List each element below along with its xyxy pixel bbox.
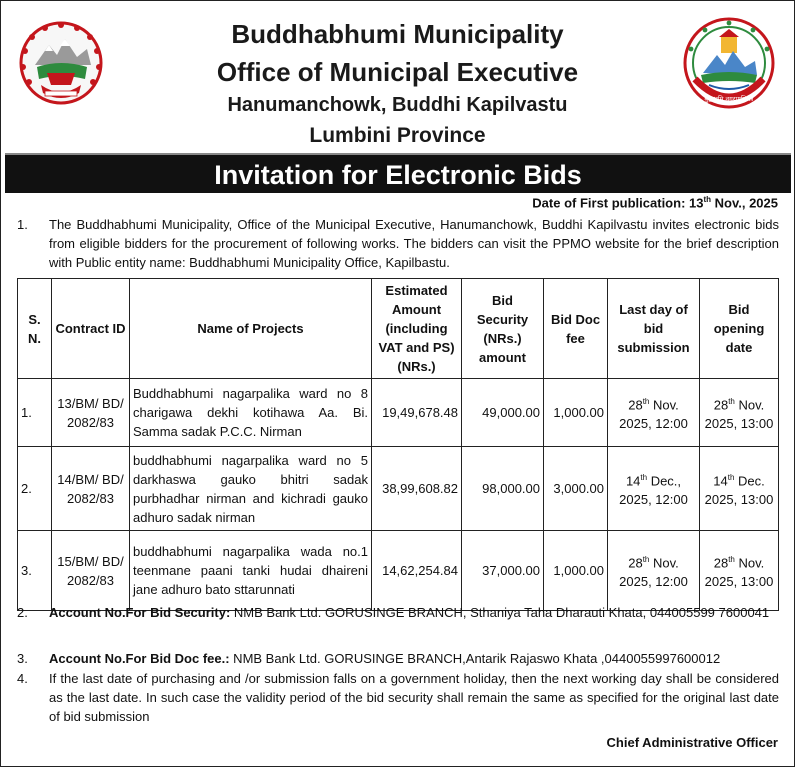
row-sn: 2. [18, 447, 52, 531]
table-row [18, 447, 779, 531]
bid-security-account: Account No.For Bid Security: NMB Bank Ltd. GORUSINGE BRANCH, Sthaniya Taha Dharauti Khata, 044005599 7600041 [49, 605, 770, 620]
row-bid-doc-fee: 1,000.00 [544, 379, 608, 447]
row-bid-security: 98,000.00 [462, 447, 544, 531]
row-opening-date: 14th Dec. 2025, 13:00 [700, 447, 779, 531]
col-contract-id: Contract ID [52, 279, 130, 379]
province-name: Lumbini Province [309, 124, 486, 147]
office-name: Office of Municipal Executive [216, 57, 579, 87]
holiday-clause: If the last date of purchasing and /or submission falls on a government holiday, then the next working day shall be considered as the last date. In such case the validity period of the bid security shall remain the same as specified for the original last date of bid submission [49, 671, 779, 724]
row-estimated-amount: 19,49,678.48 [372, 379, 462, 447]
col-bid-security: Bid Security (NRs.) amount [462, 279, 544, 379]
col-project-name: Name of Projects [130, 279, 372, 379]
col-last-day: Last day of bid submission [608, 279, 700, 379]
row-contract-id: 15/BM/ BD/ 2082/83 [52, 531, 130, 611]
row-project-name: Buddhabhumi nagarpalika ward no 8 charigawa dekhi kotihawa Aa. Bi. Samma sadak P.C.C. Nirman [130, 379, 372, 447]
row-sn: 1. [18, 379, 52, 447]
table-row [18, 531, 779, 611]
col-bid-doc-fee: Bid Doc fee [544, 279, 608, 379]
row-contract-id: 14/BM/ BD/ 2082/83 [52, 447, 130, 531]
row-bid-doc-fee: 3,000.00 [544, 447, 608, 531]
row-bid-security: 49,000.00 [462, 379, 544, 447]
item-number: 4. [17, 671, 28, 686]
item-number: 2. [17, 605, 28, 620]
row-sn: 3. [18, 531, 52, 611]
bid-doc-fee-account: Account No.For Bid Doc fee.: NMB Bank Ltd. GORUSINGE BRANCH,Antarik Rajaswo Khata ,0440055997600012 [49, 651, 721, 666]
item-number: 1. [17, 217, 28, 232]
col-opening-date: Bid opening date [700, 279, 779, 379]
row-last-day: 28th Nov. 2025, 12:00 [608, 379, 700, 447]
row-opening-date: 28th Nov. 2025, 13:00 [700, 379, 779, 447]
table-header-row [18, 279, 779, 379]
bid-works-table [17, 278, 779, 611]
row-estimated-amount: 14,62,254.84 [372, 531, 462, 611]
office-address: Hanumanchowk, Buddhi Kapilvastu [227, 94, 568, 116]
row-contract-id: 13/BM/ BD/ 2082/83 [52, 379, 130, 447]
municipality-name: Buddhabhumi Municipality [231, 19, 564, 49]
col-estimated-amount: Estimated Amount (including VAT and PS) (NRs.) [372, 279, 462, 379]
header [1, 1, 794, 151]
signatory-title: Chief Administrative Officer [606, 735, 778, 750]
seal-text: बुद्धभूमि नगरपालिका [704, 95, 754, 103]
notice-title-banner: Invitation for Electronic Bids [5, 153, 791, 193]
municipality-seal-logo [681, 15, 777, 111]
row-project-name: buddhabhumi nagarpalika wada no.1 teenmane paani tanki hudai dhaireni jane adhuro bato sttarunnati [130, 531, 372, 611]
row-bid-security: 37,000.00 [462, 531, 544, 611]
row-last-day: 28th Nov. 2025, 12:00 [608, 531, 700, 611]
row-opening-date: 28th Nov. 2025, 13:00 [700, 531, 779, 611]
invitation-paragraph: The Buddhabhumi Municipality, Office of the Municipal Executive, Hanumanchowk, Buddhi Kapilvastu invites electronic bids from eligible bidders for the procurement of following works. The bidders can visit the PPMO website for the brief description with Public entity name: Buddhabhumi Municipality Office, Kapilbastu. [49, 217, 779, 270]
row-project-name: buddhabhumi nagarpalika ward no 5 darkhaswa gauko bhitri sadak purbhadhar nirman and kichradi gauko adhuro sadak nirman [130, 447, 372, 531]
row-bid-doc-fee: 1,000.00 [544, 531, 608, 611]
row-estimated-amount: 38,99,608.82 [372, 447, 462, 531]
table-row [18, 379, 779, 447]
publication-date: Date of First publication: 13th Nov., 2025 [532, 195, 778, 211]
col-sn: S. N. [18, 279, 52, 379]
item-number: 3. [17, 651, 28, 666]
row-last-day: 14th Dec., 2025, 12:00 [608, 447, 700, 531]
